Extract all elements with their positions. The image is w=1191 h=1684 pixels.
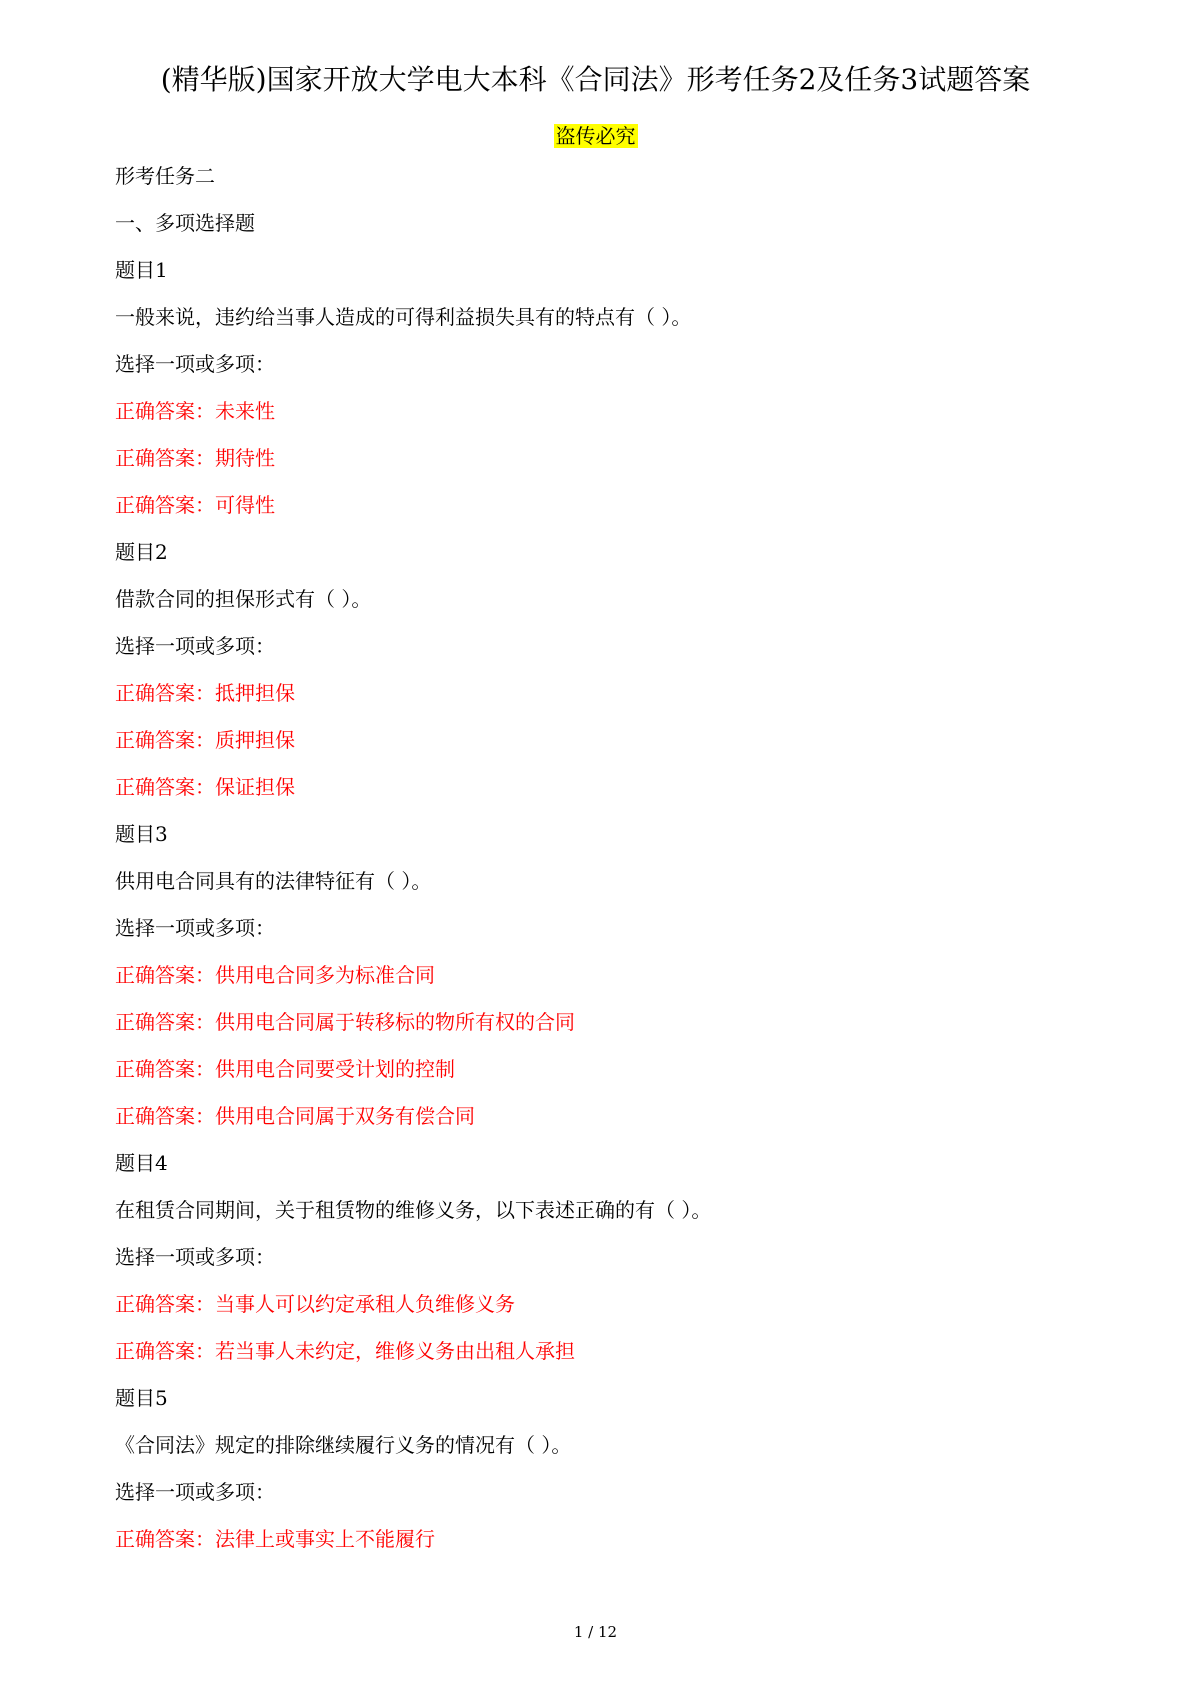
choice-instruction: 选择一项或多项： xyxy=(115,916,275,940)
correct-answer-line: 正确答案：期待性 xyxy=(115,446,275,470)
correct-answer-line: 正确答案：当事人可以约定承租人负维修义务 xyxy=(115,1292,515,1316)
correct-answer-line: 正确答案：可得性 xyxy=(115,493,275,517)
question-number: 题目1 xyxy=(115,258,168,282)
body-line: 在租赁合同期间，关于租赁物的维修义务，以下表述正确的有（ ）。 xyxy=(115,1198,712,1222)
copyright-notice: 盗传必究 xyxy=(555,124,636,148)
choice-instruction: 选择一项或多项： xyxy=(115,634,275,658)
correct-answer-line: 正确答案：供用电合同要受计划的控制 xyxy=(115,1057,455,1081)
correct-answer-line: 正确答案：保证担保 xyxy=(115,775,295,799)
question-number: 题目4 xyxy=(115,1151,168,1175)
correct-answer-line: 正确答案：未来性 xyxy=(115,399,275,423)
question-number: 题目5 xyxy=(115,1386,168,1410)
document-title: (精华版)国家开放大学电大本科《合同法》形考任务2及任务3试题答案 xyxy=(160,63,1031,96)
body-line: 形考任务二 xyxy=(115,164,215,188)
choice-instruction: 选择一项或多项： xyxy=(115,1245,275,1269)
body-line: 一般来说，违约给当事人造成的可得利益损失具有的特点有（ ）。 xyxy=(115,305,692,329)
correct-answer-line: 正确答案：供用电合同属于双务有偿合同 xyxy=(115,1104,475,1128)
body-line: 借款合同的担保形式有（ ）。 xyxy=(115,587,372,611)
page-number: 1 / 12 xyxy=(573,1623,618,1641)
choice-instruction: 选择一项或多项： xyxy=(115,1480,275,1504)
copyright-notice-row xyxy=(0,122,1191,150)
body-line: 一、多项选择题 xyxy=(115,211,255,235)
question-number: 题目2 xyxy=(115,540,168,564)
document-body xyxy=(115,160,1095,1570)
choice-instruction: 选择一项或多项： xyxy=(115,352,275,376)
body-line: 供用电合同具有的法律特征有（ ）。 xyxy=(115,869,432,893)
question-number: 题目3 xyxy=(115,822,168,846)
body-line: 《合同法》规定的排除继续履行义务的情况有（ ）。 xyxy=(115,1433,572,1457)
correct-answer-line: 正确答案：供用电合同多为标准合同 xyxy=(115,963,435,987)
correct-answer-line: 正确答案：法律上或事实上不能履行 xyxy=(115,1527,435,1551)
correct-answer-line: 正确答案：质押担保 xyxy=(115,728,295,752)
correct-answer-line: 正确答案：供用电合同属于转移标的物所有权的合同 xyxy=(115,1010,575,1034)
correct-answer-line: 正确答案：若当事人未约定，维修义务由出租人承担 xyxy=(115,1339,575,1363)
correct-answer-line: 正确答案：抵押担保 xyxy=(115,681,295,705)
